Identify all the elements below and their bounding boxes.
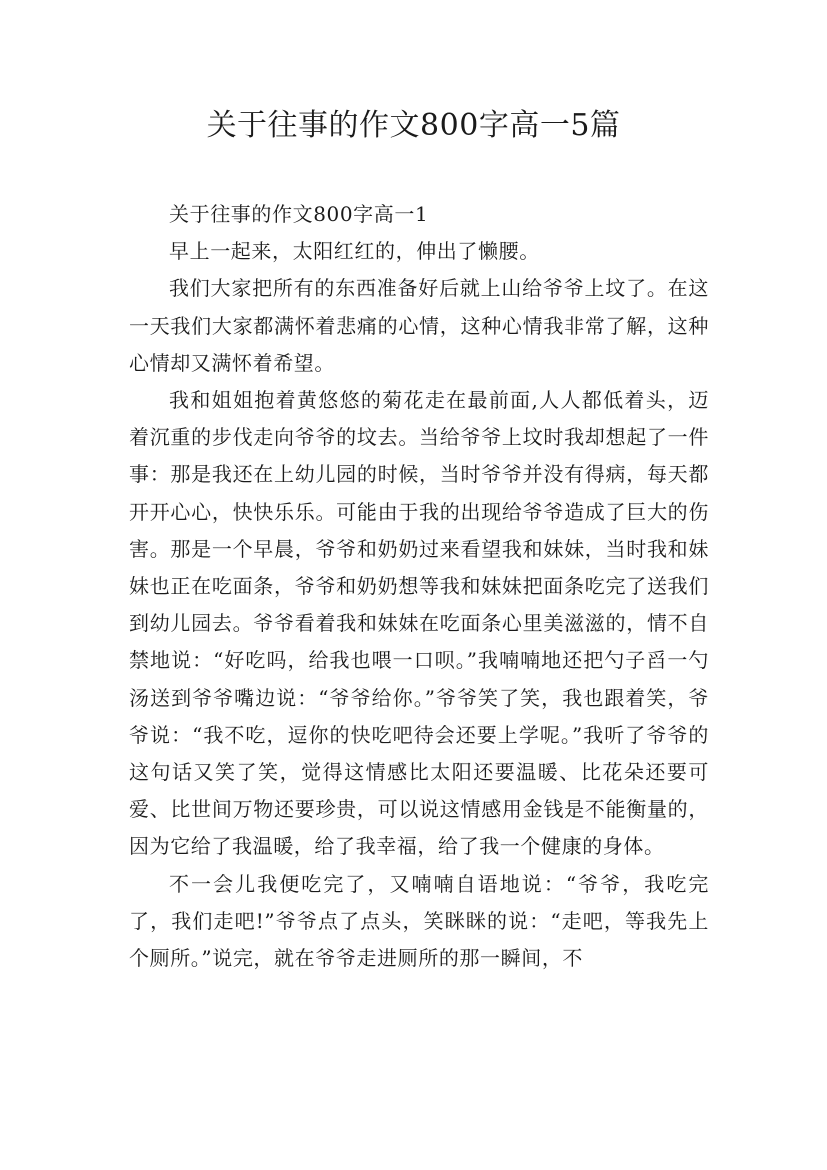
body-paragraph: 不一会儿我便吃完了，又喃喃自语地说：“爷爷，我吃完了，我们走吧!”爷爷点了点头，笑眯眯的说：“走吧，等我先上个厕所。”说完，就在爷爷走进厕所的那一瞬间，不 xyxy=(129,871,709,971)
document-body xyxy=(129,196,709,977)
section-heading: 关于往事的作文800字高一1 xyxy=(169,202,429,226)
document-title: 关于往事的作文800字高一5篇 xyxy=(206,108,621,143)
body-paragraph: 早上一起来，太阳红红的，伸出了懒腰。 xyxy=(169,239,540,264)
body-paragraph: 我和姐姐抱着黄悠悠的菊花走在最前面,人人都低着头，迈着沉重的步伐走向爷爷的坟去。当给爷爷上坟时我却想起了一件事：那是我还在上幼儿园的时候，当时爷爷并没有得病，每天都开开心心，快快乐乐。可能由于我的出现给爷爷造成了巨大的伤害。那是一个早晨，爷爷和奶奶过来看望我和妹妹，当时我和妹妹也正在吃面条，爷爷和奶奶想等我和妹妹把面条吃完了送我们到幼儿园去。爷爷看着我和妹妹在吃面条心里美滋滋的，情不自禁地说：“好吃吗，给我也喂一口呗。”我喃喃地还把勺子舀一勺汤送到爷爷嘴边说：“爷爷给你。”爷爷笑了笑，我也跟着笑，爷爷说：“我不吃，逗你的快吃吧待会还要上学呢。”我听了爷爷的这句话又笑了笑，觉得这情感比太阳还要温暖、比花朵还要可爱、比世间万物还要珍贵，可以说这情感用金钱是不能衡量的，因为它给了我温暖，给了我幸福，给了我一个健康的身体。 xyxy=(129,388,709,859)
body-paragraph: 我们大家把所有的东西准备好后就上山给爷爷上坟了。在这一天我们大家都满怀着悲痛的心情，这种心情我非常了解，这种心情却又满怀着希望。 xyxy=(129,276,709,375)
